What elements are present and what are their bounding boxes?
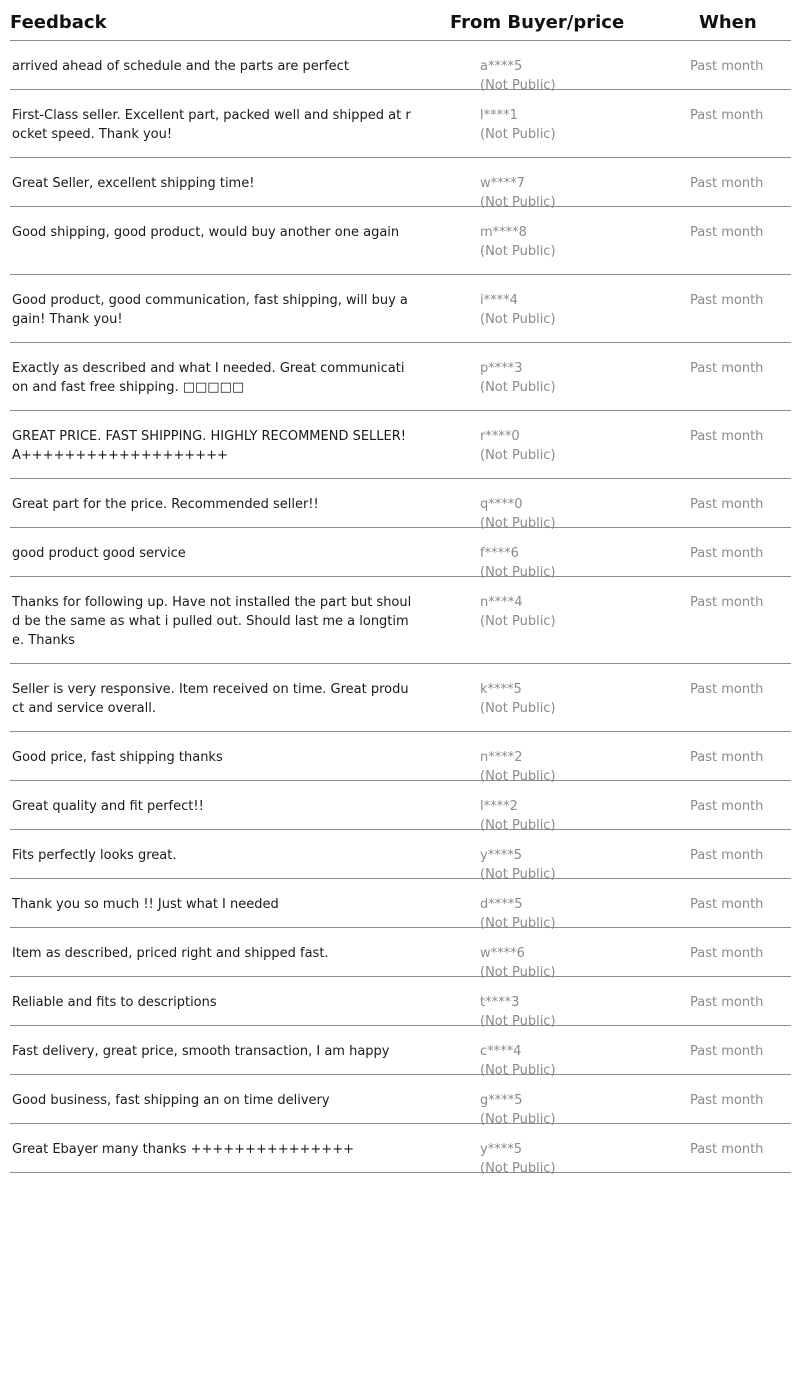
table-row <box>10 1026 791 1078</box>
feedback-when: Past month <box>690 799 764 814</box>
feedback-comment: Good product, good communication, fast shipping, will buy again! Thank you! <box>12 293 408 327</box>
feedback-when: Past month <box>690 995 764 1010</box>
buyer-cell <box>480 680 556 718</box>
feedback-comment: Good shipping, good product, would buy another one again <box>12 225 400 240</box>
buyer-visibility: (Not Public) <box>480 916 556 931</box>
table-row <box>10 528 791 580</box>
buyer-name: c****4 <box>480 1044 522 1059</box>
when-column-header: When <box>699 12 757 33</box>
buyer-visibility: (Not Public) <box>480 244 556 259</box>
table-row <box>10 411 791 479</box>
buyer-name: l****2 <box>480 799 518 814</box>
buyer-name: m****8 <box>480 225 527 240</box>
buyer-visibility: (Not Public) <box>480 1112 556 1127</box>
feedback-comment: Thanks for following up. Have not installed the part but should be the same as what i pulled out. Should last me a longtime. Thanks <box>12 595 412 648</box>
feedback-comment: First-Class seller. Excellent part, packed well and shipped at rocket speed. Thank you! <box>12 108 411 142</box>
buyer-visibility: (Not Public) <box>480 78 556 93</box>
feedback-comment: GREAT PRICE. FAST SHIPPING. HIGHLY RECOMMEND SELLER! A+++++++++++++++++++ <box>12 429 407 463</box>
feedback-when: Past month <box>690 897 764 912</box>
feedback-when: Past month <box>690 293 764 308</box>
buyer-column-header: From Buyer/price <box>450 12 625 33</box>
feedback-comment: Reliable and fits to descriptions <box>12 995 217 1010</box>
table-row <box>10 1124 791 1176</box>
feedback-when: Past month <box>690 497 764 512</box>
feedback-comment: Good business, fast shipping an on time delivery <box>12 1093 330 1108</box>
feedback-when: Past month <box>690 361 764 376</box>
buyer-name: r****0 <box>480 429 520 444</box>
buyer-name: a****5 <box>480 59 523 74</box>
buyer-name: l****1 <box>480 108 518 123</box>
table-row <box>10 1075 791 1127</box>
feedback-comment: Fast delivery, great price, smooth transaction, I am happy <box>12 1044 390 1059</box>
table-row <box>10 41 791 93</box>
feedback-when: Past month <box>690 946 764 961</box>
feedback-comment: Exactly as described and what I needed. Great communication and fast free shipping. □□□□□ <box>12 361 405 395</box>
buyer-name: i****4 <box>480 293 518 308</box>
buyer-cell <box>480 223 556 261</box>
feedback-comment: Item as described, priced right and shipped fast. <box>12 946 329 961</box>
feedback-comment: good product good service <box>12 546 186 561</box>
buyer-name: w****6 <box>480 946 525 961</box>
buyer-cell <box>480 593 556 631</box>
feedback-comment: Good price, fast shipping thanks <box>12 750 223 765</box>
feedback-comment: Seller is very responsive. Item received on time. Great product and service overall. <box>12 682 409 716</box>
buyer-name: y****5 <box>480 848 522 863</box>
table-row <box>10 732 791 784</box>
buyer-name: k****5 <box>480 682 522 697</box>
buyer-cell <box>480 106 556 144</box>
table-row <box>10 830 791 882</box>
buyer-name: q****0 <box>480 497 523 512</box>
buyer-visibility: (Not Public) <box>480 312 556 327</box>
buyer-name: n****4 <box>480 595 523 610</box>
feedback-when: Past month <box>690 682 764 697</box>
feedback-when: Past month <box>690 1142 764 1157</box>
buyer-cell <box>480 291 556 329</box>
feedback-when: Past month <box>690 225 764 240</box>
buyer-cell <box>480 359 556 397</box>
feedback-when: Past month <box>690 546 764 561</box>
feedback-when: Past month <box>690 750 764 765</box>
feedback-when: Past month <box>690 848 764 863</box>
buyer-name: f****6 <box>480 546 519 561</box>
table-row <box>10 343 791 411</box>
feedback-comment: Thank you so much !! Just what I needed <box>12 897 279 912</box>
buyer-visibility: (Not Public) <box>480 195 556 210</box>
buyer-visibility: (Not Public) <box>480 1063 556 1078</box>
table-row <box>10 207 791 275</box>
table-row <box>10 158 791 210</box>
buyer-cell <box>480 1140 556 1178</box>
feedback-when: Past month <box>690 429 764 444</box>
buyer-visibility: (Not Public) <box>480 448 556 463</box>
buyer-cell <box>480 427 556 465</box>
feedback-table <box>10 0 791 1176</box>
buyer-name: t****3 <box>480 995 520 1010</box>
buyer-visibility: (Not Public) <box>480 867 556 882</box>
buyer-visibility: (Not Public) <box>480 965 556 980</box>
table-row <box>10 664 791 732</box>
feedback-when: Past month <box>690 595 764 610</box>
feedback-column-header: Feedback <box>10 12 107 33</box>
table-row <box>10 879 791 931</box>
buyer-visibility: (Not Public) <box>480 818 556 833</box>
buyer-name: d****5 <box>480 897 523 912</box>
buyer-visibility: (Not Public) <box>480 380 556 395</box>
buyer-visibility: (Not Public) <box>480 1161 556 1176</box>
feedback-when: Past month <box>690 59 764 74</box>
table-row <box>10 977 791 1029</box>
buyer-visibility: (Not Public) <box>480 614 556 629</box>
buyer-name: y****5 <box>480 1142 522 1157</box>
table-header <box>10 0 791 41</box>
table-row <box>10 479 791 531</box>
buyer-name: n****2 <box>480 750 523 765</box>
feedback-comment: arrived ahead of schedule and the parts are perfect <box>12 59 349 74</box>
buyer-name: p****3 <box>480 361 523 376</box>
buyer-visibility: (Not Public) <box>480 127 556 142</box>
table-row <box>10 577 791 664</box>
feedback-rows <box>10 41 791 1176</box>
buyer-visibility: (Not Public) <box>480 565 556 580</box>
feedback-when: Past month <box>690 1093 764 1108</box>
feedback-when: Past month <box>690 108 764 123</box>
buyer-name: g****5 <box>480 1093 523 1108</box>
table-row <box>10 928 791 980</box>
feedback-comment: Great Seller, excellent shipping time! <box>12 176 255 191</box>
table-row <box>10 90 791 158</box>
feedback-comment: Great part for the price. Recommended seller!! <box>12 497 319 512</box>
feedback-comment: Fits perfectly looks great. <box>12 848 177 863</box>
buyer-visibility: (Not Public) <box>480 701 556 716</box>
buyer-visibility: (Not Public) <box>480 516 556 531</box>
feedback-comment: Great quality and fit perfect!! <box>12 799 204 814</box>
feedback-when: Past month <box>690 176 764 191</box>
table-row <box>10 781 791 833</box>
buyer-visibility: (Not Public) <box>480 769 556 784</box>
buyer-visibility: (Not Public) <box>480 1014 556 1029</box>
feedback-comment: Great Ebayer many thanks +++++++++++++++ <box>12 1142 354 1157</box>
table-row <box>10 275 791 343</box>
buyer-name: w****7 <box>480 176 525 191</box>
feedback-when: Past month <box>690 1044 764 1059</box>
